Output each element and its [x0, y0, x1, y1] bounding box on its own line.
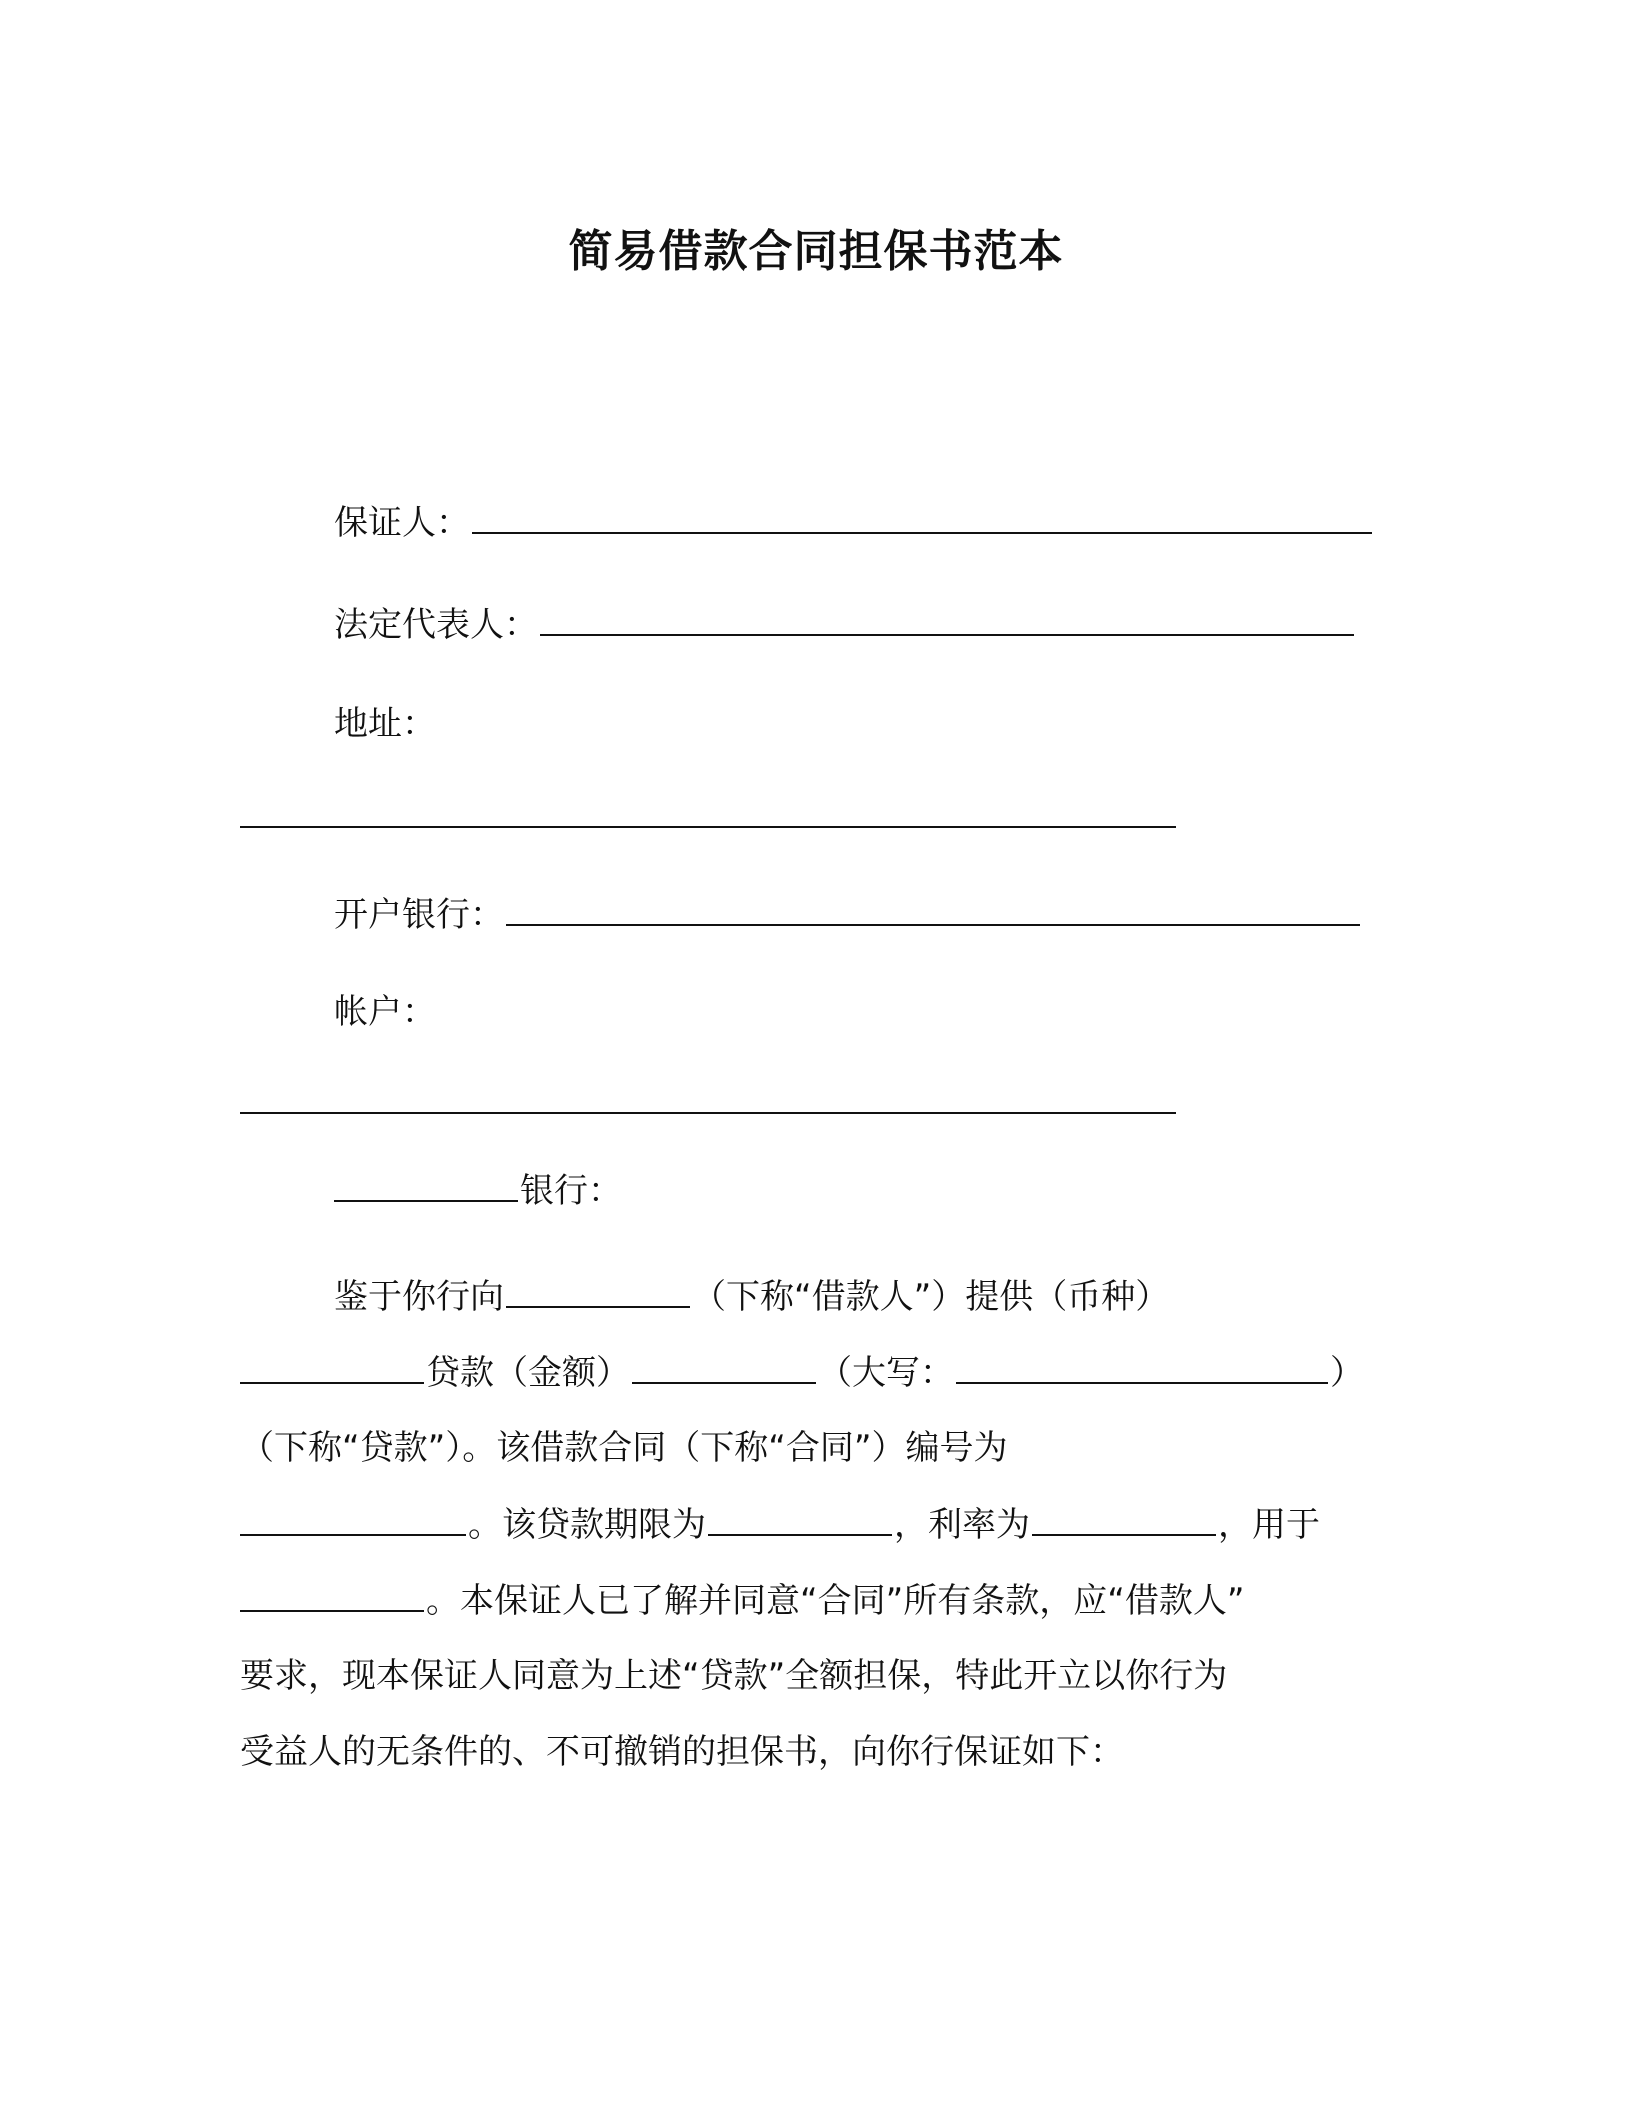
account-label: 帐户：	[334, 992, 436, 1032]
legal-rep-line	[334, 600, 1356, 649]
bank-blank[interactable]	[506, 890, 1360, 926]
body-text: 贷款（金额）	[426, 1353, 630, 1393]
account-line	[334, 988, 436, 1036]
body-line-6	[240, 1652, 1227, 1700]
rate-blank[interactable]	[1032, 1500, 1216, 1536]
amount-blank[interactable]	[632, 1348, 816, 1384]
legal-rep-blank[interactable]	[540, 600, 1354, 636]
address-label: 地址：	[334, 704, 436, 744]
body-text: （下称“借款人”）提供（币种）	[692, 1277, 1170, 1317]
purpose-blank[interactable]	[240, 1576, 424, 1612]
document-title: 简易借款合同担保书范本	[568, 226, 1064, 277]
body-text: 。本保证人已了解并同意“合同”所有条款，应“借款人”	[426, 1581, 1245, 1621]
bank-label: 开户银行：	[334, 895, 504, 935]
account-blank[interactable]	[240, 1112, 1176, 1114]
contract-number-blank[interactable]	[240, 1500, 466, 1536]
body-text: ，用于	[1218, 1505, 1320, 1545]
recipient-bank-label: 银行：	[520, 1171, 622, 1211]
guarantor-label: 保证人：	[334, 503, 470, 543]
address-line	[334, 700, 436, 748]
body-text: 鉴于你行向	[334, 1277, 504, 1317]
recipient-bank-blank[interactable]	[334, 1166, 518, 1202]
legal-rep-label: 法定代表人：	[334, 605, 538, 645]
body-line-1	[334, 1272, 1169, 1321]
borrower-blank[interactable]	[506, 1272, 690, 1308]
guarantor-line	[334, 498, 1374, 547]
currency-blank[interactable]	[240, 1348, 424, 1384]
body-text: （下称“贷款”）。该借款合同（下称“合同”）编号为	[240, 1428, 1008, 1468]
amount-words-blank[interactable]	[956, 1348, 1328, 1384]
guarantor-blank[interactable]	[472, 498, 1372, 534]
address-blank[interactable]	[240, 826, 1176, 828]
body-text: 。该贷款期限为	[468, 1505, 706, 1545]
body-text: 受益人的无条件的、不可撤销的担保书，向你行保证如下：	[240, 1732, 1124, 1772]
body-text: ，利率为	[894, 1505, 1030, 1545]
bank-line	[334, 890, 1362, 939]
recipient-bank-line	[334, 1166, 622, 1215]
body-line-7	[240, 1728, 1124, 1776]
body-text: ）	[1330, 1353, 1364, 1393]
body-line-5	[240, 1576, 1244, 1625]
body-line-4	[240, 1500, 1320, 1549]
body-line-2	[240, 1348, 1364, 1397]
term-blank[interactable]	[708, 1500, 892, 1536]
body-text: （大写：	[818, 1353, 954, 1393]
body-text: 要求，现本保证人同意为上述“贷款”全额担保，特此开立以你行为	[240, 1656, 1228, 1696]
body-line-3	[240, 1424, 1007, 1472]
